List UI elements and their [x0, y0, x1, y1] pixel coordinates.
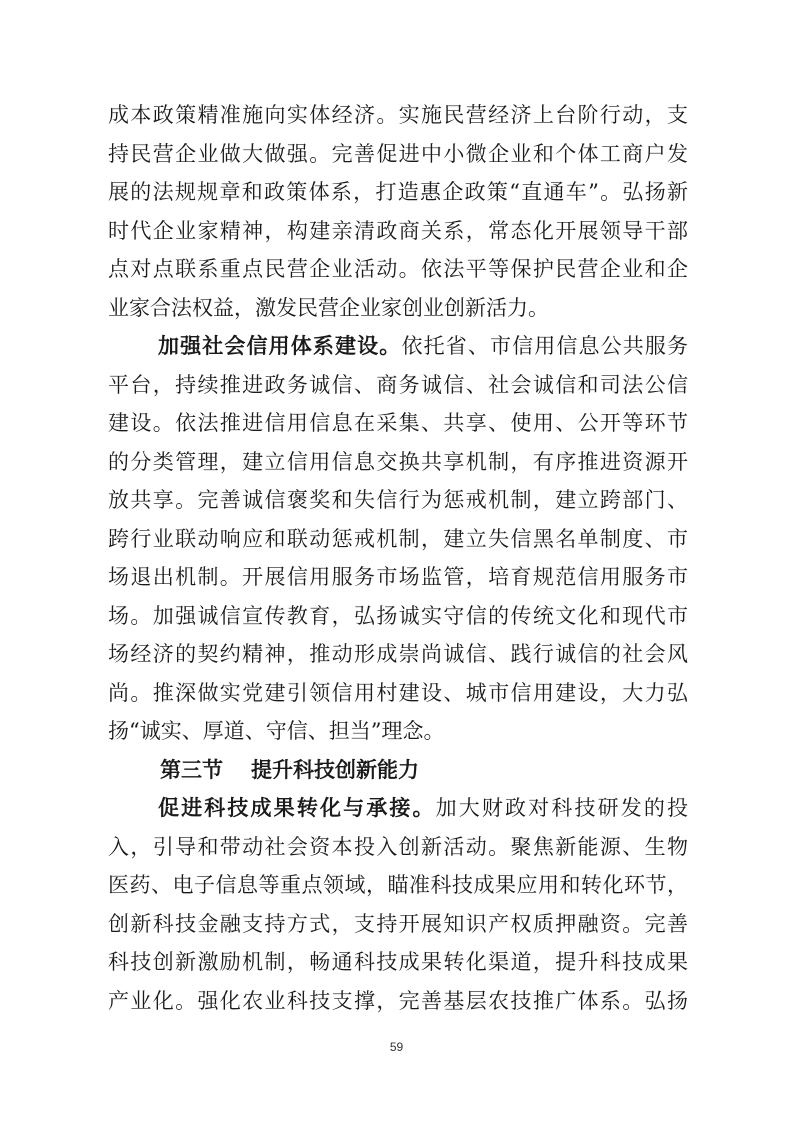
text-span: 依托省、市信用信息公共服务: [401, 334, 689, 358]
paragraph-heading: 加强社会信用体系建设。: [158, 334, 402, 358]
text-line: 扬“诚实、厚道、守信、担当”理念。: [108, 719, 445, 743]
paragraph-private-economy: [108, 96, 688, 327]
text-line: 时代企业家精神，构建亲清政商关系，常态化开展领导干部: [108, 218, 688, 243]
text-line: 的分类管理，建立信用信息交换共享机制，有序推进资源开: [108, 449, 688, 474]
text-line: 场退出机制。开展信用服务市场监管，培育规范信用服务市: [108, 565, 688, 589]
text-line: 平台，持续推进政务诚信、商务诚信、社会诚信和司法公信: [108, 372, 688, 397]
text-line: 点对点联系重点民营企业活动。依法平等保护民营企业和企: [108, 257, 688, 281]
text-line: 入，引导和带动社会资本投入创新活动。聚焦新能源、生物: [108, 834, 688, 859]
paragraph-credit-system: [108, 327, 688, 751]
text-line: 创新科技金融支持方式，支持开展知识产权质押融资。完善: [108, 911, 688, 936]
text-line: 展的法规规章和政策体系，打造惠企政策“直通车”。弘扬新: [108, 180, 688, 204]
text-line: 科技创新激励机制，畅通科技成果转化渠道，提升科技成果: [108, 950, 688, 974]
section-title: 提升科技创新能力: [251, 757, 419, 782]
section-heading: [108, 751, 688, 790]
paragraph-first-line: [108, 789, 688, 828]
text-line: 持民营企业做大做强。完善促进中小微企业和个体工商户发: [108, 141, 688, 166]
text-line: 业家合法权益，激发民营企业家创业创新活力。: [108, 295, 549, 320]
document-body: [108, 96, 688, 1020]
paragraph-first-line: [108, 327, 688, 366]
text-line: 产业化。强化农业科技支撑，完善基层农技推广体系。弘扬: [108, 988, 688, 1013]
text-line: 建设。依法推进信用信息在采集、共享、使用、公开等环节: [108, 411, 688, 435]
text-line: 成本政策精准施向实体经济。实施民营经济上台阶行动，支: [108, 103, 688, 127]
text-line: 场经济的契约精神，推动形成崇尚诚信、践行诚信的社会风: [108, 642, 688, 666]
paragraph-tech-transfer: [108, 789, 688, 1020]
section-number: 第三节: [160, 757, 223, 782]
text-line: 场。加强诚信宣传教育，弘扬诚实守信的传统文化和现代市: [108, 603, 688, 628]
text-line: 放共享。完善诚信褒奖和失信行为惩戒机制，建立跨部门、: [108, 488, 688, 512]
text-line: 尚。推深做实党建引领信用村建设、城市信用建设，大力弘: [108, 680, 688, 705]
text-line: 医药、电子信息等重点领域，瞄准科技成果应用和转化环节，: [108, 873, 688, 897]
page-number: 59: [389, 1040, 404, 1054]
text-span: 加大财政对科技研发的投: [435, 796, 689, 820]
text-line: 跨行业联动响应和联动惩戒机制，建立失信黑名单制度、市: [108, 526, 688, 551]
paragraph-heading: 促进科技成果转化与承接。: [158, 796, 436, 820]
